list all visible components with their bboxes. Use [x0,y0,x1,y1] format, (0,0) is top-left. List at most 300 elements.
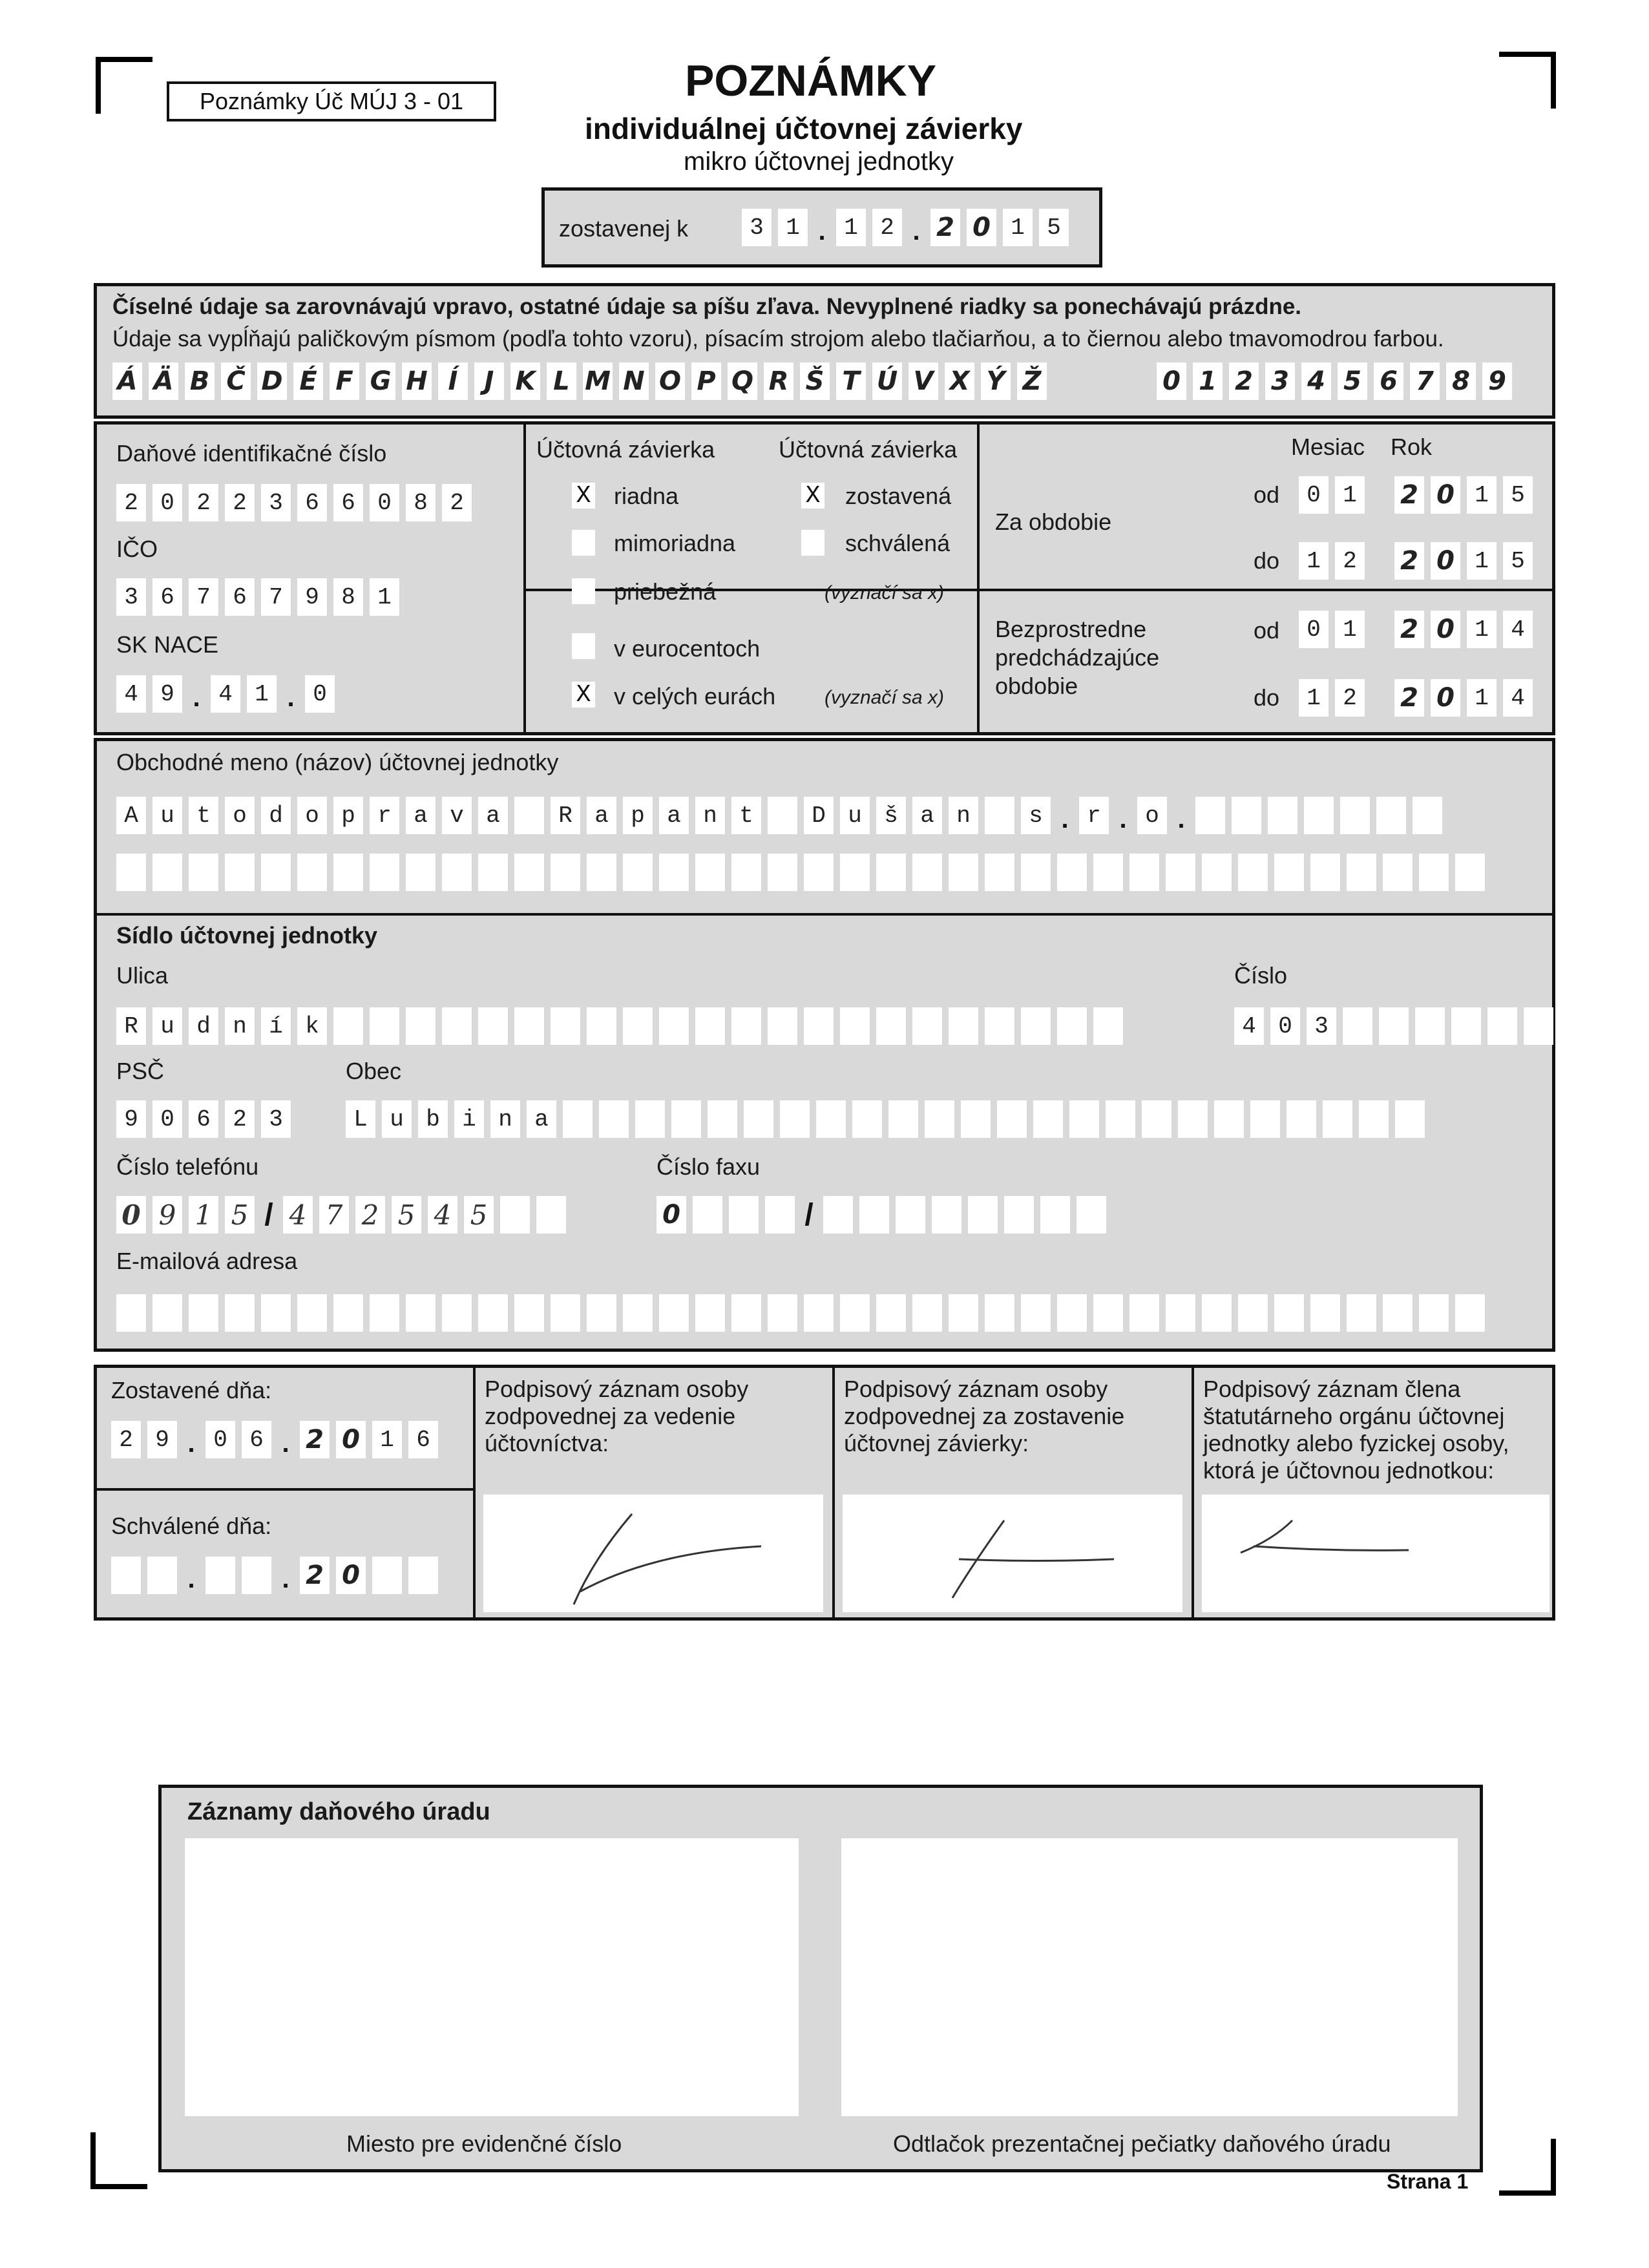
city-field-char [1069,1100,1099,1138]
company-name-field-char [1195,797,1225,834]
street-field-char [406,1007,436,1045]
current-od: od [1254,481,1280,508]
company-box [94,738,1555,1352]
fax-char [932,1196,961,1234]
previous-from-year-char: 1 [1467,611,1497,648]
fax-field[interactable] [656,1196,1113,1234]
previous-to-year[interactable] [1394,679,1539,717]
street-field-char: u [152,1007,182,1045]
sample-letters-char: T [836,362,866,400]
sample-letters [112,362,1053,400]
corner-mark-bottom-left [90,2132,147,2189]
city-field-char: b [418,1100,448,1138]
dic-field-char: 2 [116,484,146,521]
instructions-box [94,283,1555,419]
company-name-field-char: š [876,797,906,834]
form-code-box [167,81,496,121]
fax-char [968,1196,998,1234]
nace-label: SK NACE [116,631,219,658]
extraordinary-checkbox[interactable] [572,530,595,556]
blank-cell [1093,1294,1123,1332]
current-to-month-char: 1 [1299,542,1329,580]
city-field-char [1178,1100,1208,1138]
blank-cell [985,1294,1014,1332]
blank-cell [1129,1294,1159,1332]
company-name-field-char: o [297,797,327,834]
stamp-caption: Odtlačok prezentačnej pečiatky daňového úradu [893,2130,1391,2157]
sample-digits-char: 8 [1446,362,1476,400]
city-field-char [1323,1100,1352,1138]
city-field-char: u [382,1100,412,1138]
previous-do: do [1254,684,1280,711]
nace-field-char: 0 [305,675,335,713]
fax-prefix-char [729,1196,759,1234]
signature-compilation [843,1495,1182,1612]
approved-checkbox[interactable] [801,530,824,556]
sample-letters-char: X [945,362,974,400]
street-field-char [876,1007,906,1045]
company-name-field-char: v [442,797,472,834]
blank-cell [985,854,1014,891]
blank-cell [1057,854,1087,891]
eurocents-label: v eurocentoch [614,635,761,662]
city-field-char [563,1100,593,1138]
city-field-char: a [527,1100,556,1138]
blank-cell [659,854,689,891]
street-field-char: k [297,1007,327,1045]
company-name-field-char [1340,797,1370,834]
current-from-year-char: 0 [1431,476,1460,514]
whole-euros-label: v celých eurách [614,683,776,709]
sample-letters-char: Ú [872,362,902,400]
company-name-field[interactable] [116,797,1449,834]
company-name-field-char: n [695,797,725,834]
blank-cell [442,1294,472,1332]
city-field-char [671,1100,701,1138]
sample-digits-char: 5 [1338,362,1367,400]
interim-label: priebežná [614,578,717,605]
dic-field-char: 6 [297,484,327,521]
psc-field-char: 6 [189,1100,218,1138]
ico-field-char: 7 [261,578,291,616]
previous-from-year[interactable] [1394,611,1539,648]
month-label: Mesiac [1291,434,1365,460]
sample-digits-char: 2 [1229,362,1259,400]
sample-digits-char: 3 [1265,362,1295,400]
blank-cell [1383,854,1413,891]
blank-cell [1419,1294,1449,1332]
blank-cell [840,1294,870,1332]
street-field-char [370,1007,399,1045]
city-field-char [1287,1100,1316,1138]
city-field[interactable] [346,1100,1431,1138]
signature-box-compilation[interactable] [843,1495,1182,1612]
whole-euros-checkbox[interactable]: X [572,682,595,708]
blank-cell [152,1294,182,1332]
blank-cell [1238,854,1268,891]
psc-field-char: 0 [152,1100,182,1138]
company-name-field-char: o [225,797,255,834]
blank-cell [623,1294,653,1332]
sample-digits-char: 9 [1482,362,1512,400]
blank-cell [1093,854,1123,891]
current-to-year[interactable] [1394,542,1539,580]
blank-cell [189,1294,218,1332]
ico-field-char: 1 [370,578,399,616]
compiled-day-1: 3 [742,209,772,246]
mark-note-2: (vyznačí sa x) [824,687,945,708]
current-to-month[interactable] [1299,542,1371,580]
dic-field[interactable] [116,484,478,521]
sample-letters-char: F [330,362,359,400]
blank-cell [876,854,906,891]
blank-cell [370,1294,399,1332]
street-number-field-char [1487,1007,1517,1045]
fax-char [1077,1196,1106,1234]
fax-prefix-char [765,1196,795,1234]
sample-letters-char: N [619,362,649,400]
street-field-char [587,1007,616,1045]
phone-char: 4 [428,1196,457,1234]
blank-cell [1202,854,1232,891]
company-name-field-char: d [261,797,291,834]
blank-cell [551,854,580,891]
tax-office-title: Záznamy daňového úradu [187,1798,490,1825]
signature-box-accounting[interactable] [483,1495,823,1612]
compiled-label: zostavenej k [559,215,689,242]
current-from-year-char: 2 [1394,476,1424,514]
street-field-char: d [189,1007,218,1045]
corner-mark-top-right [1499,52,1556,109]
blank-cell [261,854,291,891]
previous-from-month-char: 0 [1299,611,1329,648]
city-field-char: i [454,1100,484,1138]
signature-accounting [483,1495,823,1612]
company-name-field-char: r [1079,797,1109,834]
current-period-label: Za obdobie [995,509,1112,535]
compiled-checkbox[interactable]: X [801,483,824,509]
sample-letters-char: L [547,362,576,400]
blank-cell [1238,1294,1268,1332]
sample-digits-char: 0 [1157,362,1186,400]
current-from-year[interactable] [1394,476,1539,514]
sample-digits-char: 1 [1193,362,1223,400]
city-field-char [1033,1100,1063,1138]
blank-cell [1057,1294,1087,1332]
dic-field-char: 2 [442,484,472,521]
blank-cell [551,1294,580,1332]
city-field-char [888,1100,918,1138]
previous-period-label: Bezprostredne predchádzajúce obdobie [995,616,1160,699]
dic-field-char: 3 [261,484,291,521]
extraordinary-label: mimoriadna [614,530,736,556]
instructions-line-1: Číselné údaje sa zarovnávajú vpravo, ostatné údaje sa píšu zľava. Nevyplnené riadky sa ponechávajú prázdne. [112,294,1302,319]
current-to-year-char: 0 [1431,542,1460,580]
blank-cell [623,854,653,891]
city-field-char [816,1100,846,1138]
sample-letters-char: J [474,362,504,400]
email-label: E-mailová adresa [116,1248,298,1274]
blank-cell [1347,1294,1376,1332]
city-field-char [1214,1100,1244,1138]
blank-cell [1021,1294,1051,1332]
registration-number-caption: Miesto pre evidenčné číslo [346,2130,622,2157]
street-field-char [804,1007,834,1045]
previous-to-month[interactable] [1299,679,1371,717]
phone-prefix-char: 0 [116,1196,146,1234]
sample-letters-char: Š [800,362,830,400]
company-name-field-char: p [333,797,363,834]
dic-label: Daňové identifikačné číslo [116,440,387,467]
street-number-field-char [1415,1007,1445,1045]
previous-to-month-char: 1 [1299,679,1329,717]
company-name-field-char [1268,797,1297,834]
dic-field-char: 0 [370,484,399,521]
city-field-char [925,1100,954,1138]
compiled-year-4: 5 [1039,209,1069,246]
psc-field-char: 2 [225,1100,255,1138]
sample-letters-char: Č [221,362,251,400]
company-name-field-char: r [370,797,399,834]
nace-field-char: 4 [116,675,146,713]
blank-cell [731,1294,761,1332]
company-name-field-char: a [659,797,689,834]
company-name-field-2[interactable] [116,854,1491,891]
psc-field-char: 9 [116,1100,146,1138]
compiled-year-2: 0 [967,209,996,246]
sample-letters-char: O [655,362,685,400]
previous-from-month[interactable] [1299,611,1371,648]
blank-cell [912,854,942,891]
blank-cell [1274,1294,1304,1332]
current-from-year-char: 5 [1503,476,1533,514]
ico-field-char: 3 [116,578,146,616]
current-from-year-char: 1 [1467,476,1497,514]
email-field[interactable] [116,1294,1491,1332]
psc-field[interactable] [116,1100,297,1138]
company-name-field-char: R [551,797,580,834]
street-number-field[interactable] [1234,1007,1560,1045]
city-field-char [635,1100,665,1138]
phone-char: 7 [319,1196,349,1234]
current-do: do [1254,547,1280,574]
ico-field-char: 6 [152,578,182,616]
registration-number-area[interactable] [185,1838,799,2116]
street-field-char [1021,1007,1051,1045]
approved-on-label: Schválené dňa: [111,1513,272,1539]
company-name-field-char: a [912,797,942,834]
sample-digits-char: 7 [1410,362,1440,400]
blank-cell [876,1294,906,1332]
city-field-char [852,1100,882,1138]
phone-prefix-char: 5 [225,1196,255,1234]
company-name-field-char: A [116,797,146,834]
sample-digits [1157,362,1518,400]
company-name-field-char: u [152,797,182,834]
city-field-char [1142,1100,1171,1138]
company-name-field-char: . [1177,805,1185,834]
ico-field-char: 6 [225,578,255,616]
sample-letters-char: Á [112,362,142,400]
company-name-field-char [768,797,797,834]
interim-checkbox[interactable] [572,578,595,604]
nace-field[interactable] [116,675,341,713]
ico-label: IČO [116,536,158,562]
previous-od: od [1254,617,1280,644]
company-name-field-char: t [189,797,218,834]
blank-cell [840,854,870,891]
company-name-field-char: D [804,797,834,834]
year-label: Rok [1391,434,1433,460]
blank-cell [478,854,508,891]
city-field-char [961,1100,991,1138]
previous-from-year-char: 0 [1431,611,1460,648]
current-from-month[interactable] [1299,476,1371,514]
blank-cell [406,1294,436,1332]
fax-prefix-char [693,1196,722,1234]
blank-cell [587,1294,616,1332]
sig3-label: Podpisový záznam člena štatutárneho orgánu účtovnej jednotky alebo fyzickej osoby, ktorá je účtovnou jednotkou: [1203,1376,1509,1484]
previous-from-year-char: 2 [1394,611,1424,648]
blank-cell [587,854,616,891]
ico-field[interactable] [116,578,406,616]
blank-cell [804,854,834,891]
blank-cell [1202,1294,1232,1332]
company-name-field-char: o [1137,797,1167,834]
blank-cell [333,854,363,891]
company-name-field-char: a [587,797,616,834]
street-label: Ulica [116,962,169,989]
previous-to-year-char: 0 [1431,679,1460,717]
dic-field-char: 2 [225,484,255,521]
corner-mark-bottom-right [1499,2139,1556,2196]
signing-box [94,1365,1555,1621]
street-field-char [333,1007,363,1045]
phone-field[interactable] [116,1196,572,1234]
sample-letters-char: R [764,362,793,400]
ico-field-char: 8 [333,578,363,616]
blank-cell [370,854,399,891]
blank-cell [731,854,761,891]
ordinary-checkbox[interactable]: X [572,483,595,509]
psc-field-char: 3 [261,1100,291,1138]
city-field-char [1395,1100,1425,1138]
company-name-field-char [1232,797,1261,834]
blank-cell [695,1294,725,1332]
mark-note-1: (vyznačí sa x) [824,582,945,604]
city-field-char [780,1100,810,1138]
street-field-char [695,1007,725,1045]
fax-slash: / [804,1197,814,1232]
compiled-on-label: Zostavené dňa: [111,1377,272,1403]
company-name-field-char [514,797,544,834]
city-field-char [997,1100,1027,1138]
blank-cell [1310,1294,1340,1332]
eurocents-checkbox[interactable] [572,633,595,659]
phone-label: Číslo telefónu [116,1153,259,1180]
street-number-field-char [1451,1007,1481,1045]
nace-field-char: 4 [211,675,240,713]
company-name-field-char: p [623,797,653,834]
fax-char [1004,1196,1034,1234]
street-field-char [478,1007,508,1045]
stamp-area[interactable] [841,1838,1458,2116]
fax-label: Číslo faxu [656,1153,761,1180]
sample-letters-char: B [185,362,215,400]
street-field-char [840,1007,870,1045]
current-to-month-char: 2 [1335,542,1365,580]
previous-from-month-char: 1 [1335,611,1365,648]
blank-cell [1455,1294,1485,1332]
nace-field-char: . [193,684,200,712]
city-field-char [708,1100,737,1138]
street-number-field-char: 3 [1307,1007,1336,1045]
blank-cell [116,854,146,891]
company-name-field-char: . [1061,805,1069,834]
ico-field-char: 7 [189,578,218,616]
fax-char [859,1196,889,1234]
compiled-date: 3 1 . 1 2 . 2 0 1 5 [742,209,1075,246]
street-number-field-char: 4 [1234,1007,1264,1045]
sample-letters-char: M [583,362,613,400]
company-name-field-char: . [1119,805,1127,834]
corner-mark-top-left [96,57,152,114]
blank-cell [406,854,436,891]
blank-cell [1129,854,1159,891]
street-field-char [985,1007,1014,1045]
street-number-field-char: 0 [1270,1007,1300,1045]
sample-letters-char: Ä [149,362,178,400]
city-field-char: n [490,1100,520,1138]
compiled-on-date[interactable]: 2 9 . 0 6 . 2 0 1 6 [111,1421,445,1458]
approved-on-date[interactable]: . . 2 0 [111,1557,445,1594]
sample-letters-char: V [909,362,938,400]
sample-letters-char: Q [728,362,757,400]
blank-cell [442,854,472,891]
blank-cell [514,854,544,891]
blank-cell [1166,1294,1195,1332]
street-field[interactable] [116,1007,1129,1045]
fax-char [1040,1196,1070,1234]
city-label: Obec [346,1058,402,1084]
company-name-field-char: a [406,797,436,834]
current-to-year-char: 1 [1467,542,1497,580]
blank-cell [1455,854,1485,891]
sample-digits-char: 4 [1301,362,1331,400]
dic-field-char: 0 [152,484,182,521]
blank-cell [189,854,218,891]
statement-col1-label: Účtovná závierka [536,436,715,463]
sample-letters-char: G [366,362,395,400]
statement-col2-label: Účtovná závierka [779,436,958,463]
fax-prefix-char: 0 [656,1196,686,1234]
blank-cell [297,854,327,891]
street-field-char [1057,1007,1087,1045]
blank-cell [1419,854,1449,891]
blank-cell [768,1294,797,1332]
street-number-field-char [1343,1007,1372,1045]
phone-char: 5 [464,1196,494,1234]
signature-box-statutory[interactable] [1202,1495,1549,1612]
blank-cell [225,1294,255,1332]
blank-cell [1347,854,1376,891]
identification-box [94,421,1555,735]
blank-cell [152,854,182,891]
sample-letters-char: É [293,362,323,400]
blank-cell [1383,1294,1413,1332]
blank-cell [1274,854,1304,891]
blank-cell [1166,854,1195,891]
